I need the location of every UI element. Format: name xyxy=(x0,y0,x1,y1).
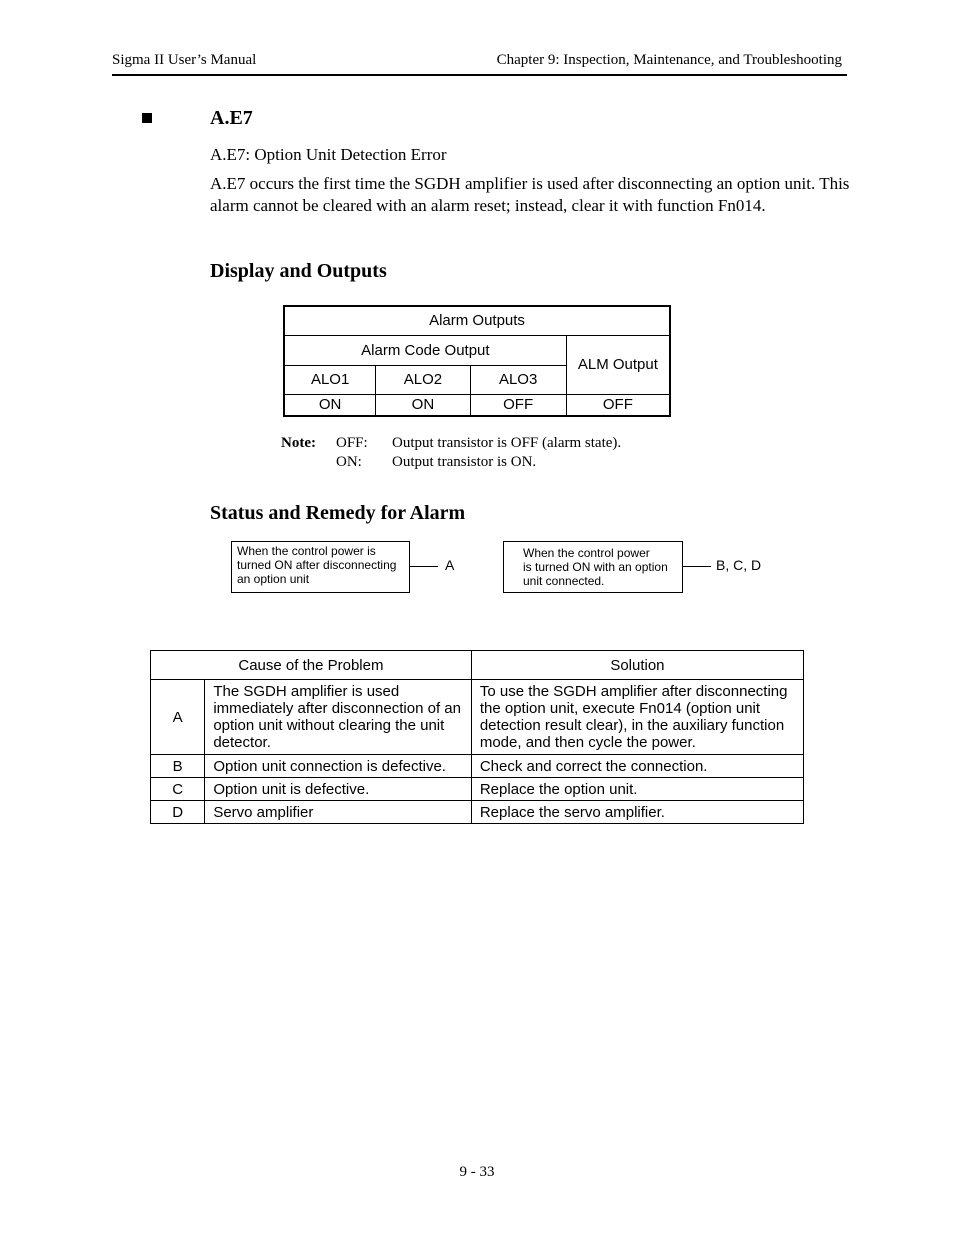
status-box-label-a: A xyxy=(445,557,455,573)
column-header-alo2: ALO2 xyxy=(376,365,470,394)
alarm-outputs-table xyxy=(283,305,671,417)
row-id-c: C xyxy=(151,778,205,801)
value-alo2: ON xyxy=(376,394,470,416)
connector-line xyxy=(683,566,711,567)
header-manual-title: Sigma II User’s Manual xyxy=(112,52,257,68)
cause-b: Option unit connection is defective. xyxy=(205,755,472,778)
page-number: 9 - 33 xyxy=(459,1164,495,1180)
status-box-line: an option unit xyxy=(237,572,310,586)
section-description: A.E7 occurs the first time the SGDH amplifier is used after disconnecting an option unit. This alarm cannot be cleared with an alarm reset; instead, clear it with function Fn014. xyxy=(210,174,850,215)
cause-header: Cause of the Problem xyxy=(151,651,472,680)
status-box-line: When the control power xyxy=(523,546,650,560)
row-id-d: D xyxy=(151,801,205,824)
display-outputs-heading: Display and Outputs xyxy=(210,260,387,282)
note-label: Note: xyxy=(281,435,316,451)
header-chapter-title: Chapter 9: Inspection, Maintenance, and Troubleshooting xyxy=(496,52,842,68)
cause-c: Option unit is defective. xyxy=(205,778,472,801)
cause-d: Servo amplifier xyxy=(205,801,472,824)
solution-a: To use the SGDH amplifier after disconnecting the option unit, execute Fn014 (option unit detection result clear), in the auxiliary function mode, and then cycle the power. xyxy=(471,680,803,755)
column-header-alo1: ALO1 xyxy=(284,365,376,394)
row-id-a: A xyxy=(151,680,205,755)
section-subtitle: A.E7: Option Unit Detection Error xyxy=(210,145,447,164)
note-key-off: OFF: xyxy=(336,435,368,451)
value-alo3: OFF xyxy=(470,394,566,416)
alarm-outputs-title: Alarm Outputs xyxy=(284,306,670,335)
status-box-label-bcd: B, C, D xyxy=(716,557,762,573)
status-box-connected xyxy=(503,541,683,593)
status-box-disconnected xyxy=(231,541,410,593)
cause-a: The SGDH amplifier is used immediately after disconnection of an option unit without clearing the unit detector. xyxy=(205,680,472,755)
solution-c: Replace the option unit. xyxy=(471,778,803,801)
status-box-line: When the control power is xyxy=(237,544,376,558)
value-alo1: ON xyxy=(284,394,376,416)
column-header-alo3: ALO3 xyxy=(470,365,566,394)
alarm-code-output-header: Alarm Code Output xyxy=(284,335,566,365)
status-remedy-heading: Status and Remedy for Alarm xyxy=(210,502,466,524)
header-rule xyxy=(112,74,847,76)
note-text-on: Output transistor is ON. xyxy=(392,454,537,470)
cause-solution-table xyxy=(150,650,804,824)
connector-line xyxy=(410,566,438,567)
alm-output-header: ALM Output xyxy=(566,335,670,394)
solution-header: Solution xyxy=(471,651,803,680)
row-id-b: B xyxy=(151,755,205,778)
solution-b: Check and correct the connection. xyxy=(471,755,803,778)
solution-d: Replace the servo amplifier. xyxy=(471,801,803,824)
section-title: A.E7 xyxy=(210,107,253,129)
status-box-line: turned ON after disconnecting xyxy=(237,558,397,572)
value-alm: OFF xyxy=(566,394,670,416)
section-bullet-icon xyxy=(142,113,152,123)
note-key-on: ON: xyxy=(336,454,362,470)
status-box-line: is turned ON with an option xyxy=(523,560,668,574)
status-box-line: unit connected. xyxy=(523,574,605,588)
note-text-off: Output transistor is OFF (alarm state). xyxy=(392,435,622,451)
